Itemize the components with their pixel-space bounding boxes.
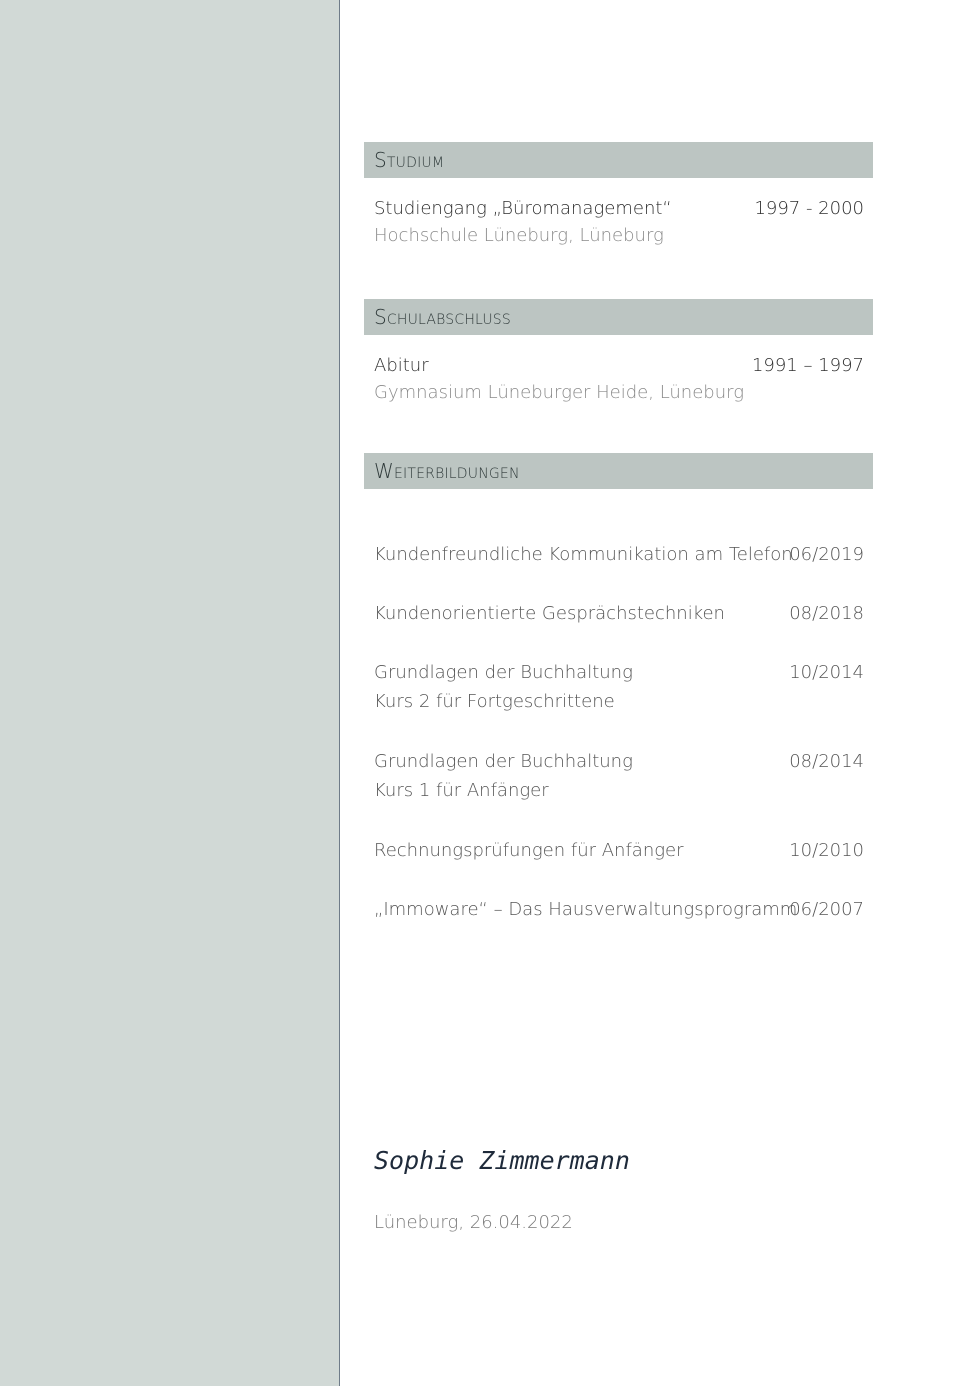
place-and-date: Lüneburg, 26.04.2022	[374, 1212, 573, 1233]
entry-date: 06/2019	[789, 544, 864, 565]
entry-date: 1997 - 2000	[754, 198, 864, 219]
entry-title: „Immoware“ – Das Hausverwaltungsprogramm	[374, 899, 798, 920]
entry-date: 06/2007	[789, 899, 864, 920]
entry-date: 08/2014	[789, 751, 864, 772]
entry-weiterbildung	[374, 899, 864, 920]
vertical-divider	[339, 0, 340, 1386]
entry-institution: Gymnasium Lüneburger Heide, Lüneburg	[374, 382, 745, 403]
section-title-schulabschluss: Schulabschluss	[374, 305, 511, 329]
entry-weiterbildung	[374, 603, 864, 624]
entry-title: Grundlagen der Buchhaltung	[374, 751, 633, 772]
entry-title: Studiengang „Büromanagement“	[374, 198, 672, 219]
entry-title: Kundenorientierte Gesprächstechniken	[374, 603, 725, 624]
entry-date: 1991 – 1997	[751, 355, 864, 376]
entry-institution: Hochschule Lüneburg, Lüneburg	[374, 225, 664, 246]
handwritten-signature: Sophie Zimmermann	[374, 1146, 630, 1175]
section-title-weiterbildungen: Weiterbildungen	[374, 459, 520, 483]
sidebar-panel	[0, 0, 339, 1386]
entry-title: Abitur	[374, 355, 429, 376]
section-header-schulabschluss	[364, 299, 873, 335]
entry-studium	[374, 198, 864, 246]
entry-weiterbildung	[374, 751, 864, 801]
entry-title: Rechnungsprüfungen für Anfänger	[374, 840, 684, 861]
entry-date: 10/2014	[789, 662, 864, 683]
entry-weiterbildung	[374, 544, 864, 565]
entry-date: 08/2018	[789, 603, 864, 624]
entry-date: 10/2010	[789, 840, 864, 861]
section-title-studium: Studium	[374, 148, 445, 172]
entry-subtitle: Kurs 1 für Anfänger	[374, 780, 549, 801]
entry-weiterbildung	[374, 662, 864, 712]
entry-subtitle: Kurs 2 für Fortgeschrittene	[374, 691, 615, 712]
entry-title: Grundlagen der Buchhaltung	[374, 662, 633, 683]
entry-weiterbildung	[374, 840, 864, 861]
entry-title: Kundenfreundliche Kommunikation am Telefon	[374, 544, 793, 565]
section-header-studium	[364, 142, 873, 178]
section-header-weiterbildungen	[364, 453, 873, 489]
entry-schulabschluss	[374, 355, 864, 403]
